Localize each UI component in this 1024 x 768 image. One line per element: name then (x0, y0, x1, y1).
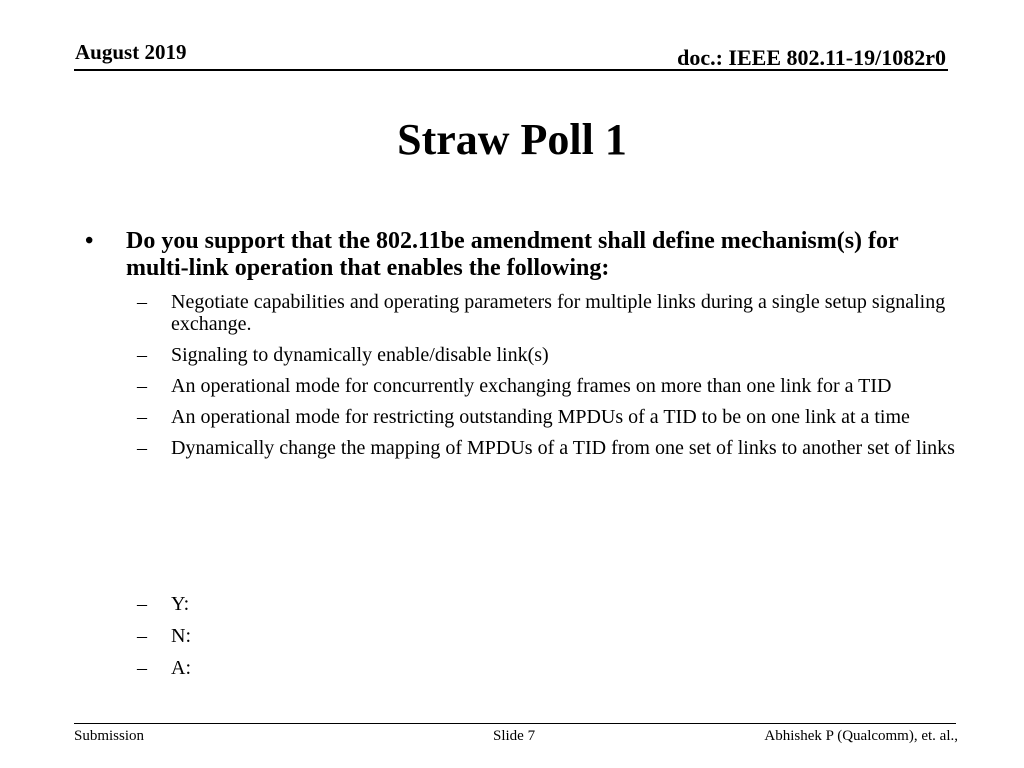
sub-item (137, 344, 957, 366)
vote-option-abstain (137, 657, 437, 679)
sub-item-text: Dynamically change the mapping of MPDUs of a TID from one set of links to another set of links (171, 437, 955, 459)
footer-divider (74, 723, 956, 724)
sub-item (137, 375, 957, 397)
bullet-dot: • (85, 228, 94, 254)
header-divider (74, 69, 948, 71)
dash-marker: – (137, 437, 147, 459)
footer-author: Abhishek P (Qualcomm), et. al., (764, 728, 958, 744)
sub-item (137, 437, 957, 459)
vote-label: A: (171, 657, 191, 679)
sub-item-text: An operational mode for concurrently exchanging frames on more than one link for a TID (171, 375, 892, 397)
header-date: August 2019 (75, 40, 187, 64)
vote-option-no (137, 625, 437, 647)
dash-marker: – (137, 657, 147, 679)
vote-label: Y: (171, 593, 190, 615)
sub-item-text: Negotiate capabilities and operating parameters for multiple links during a single setup signaling exchange. (171, 291, 946, 335)
sub-item-text: An operational mode for restricting outstanding MPDUs of a TID to be on one link at a time (171, 406, 910, 428)
sub-item (137, 291, 957, 335)
slide-title: Straw Poll 1 (397, 115, 627, 164)
vote-options-list (137, 593, 437, 689)
dash-marker: – (137, 375, 147, 397)
dash-marker: – (137, 406, 147, 428)
footer-slide-number: Slide 7 (493, 728, 536, 744)
dash-marker: – (137, 593, 147, 615)
sub-item-text: Signaling to dynamically enable/disable link(s) (171, 344, 549, 366)
main-bullet (85, 228, 945, 282)
sub-item-list (137, 291, 957, 468)
sub-item (137, 406, 957, 428)
vote-option-yes (137, 593, 437, 615)
bullet-question: Do you support that the 802.11be amendment shall define mechanism(s) for multi-link operation that enables the following: (126, 228, 899, 281)
footer-submission: Submission (74, 728, 145, 744)
dash-marker: – (137, 291, 147, 313)
vote-label: N: (171, 625, 191, 647)
dash-marker: – (137, 625, 147, 647)
header-doc-id: doc.: IEEE 802.11-19/1082r0 (677, 45, 946, 70)
dash-marker: – (137, 344, 147, 366)
